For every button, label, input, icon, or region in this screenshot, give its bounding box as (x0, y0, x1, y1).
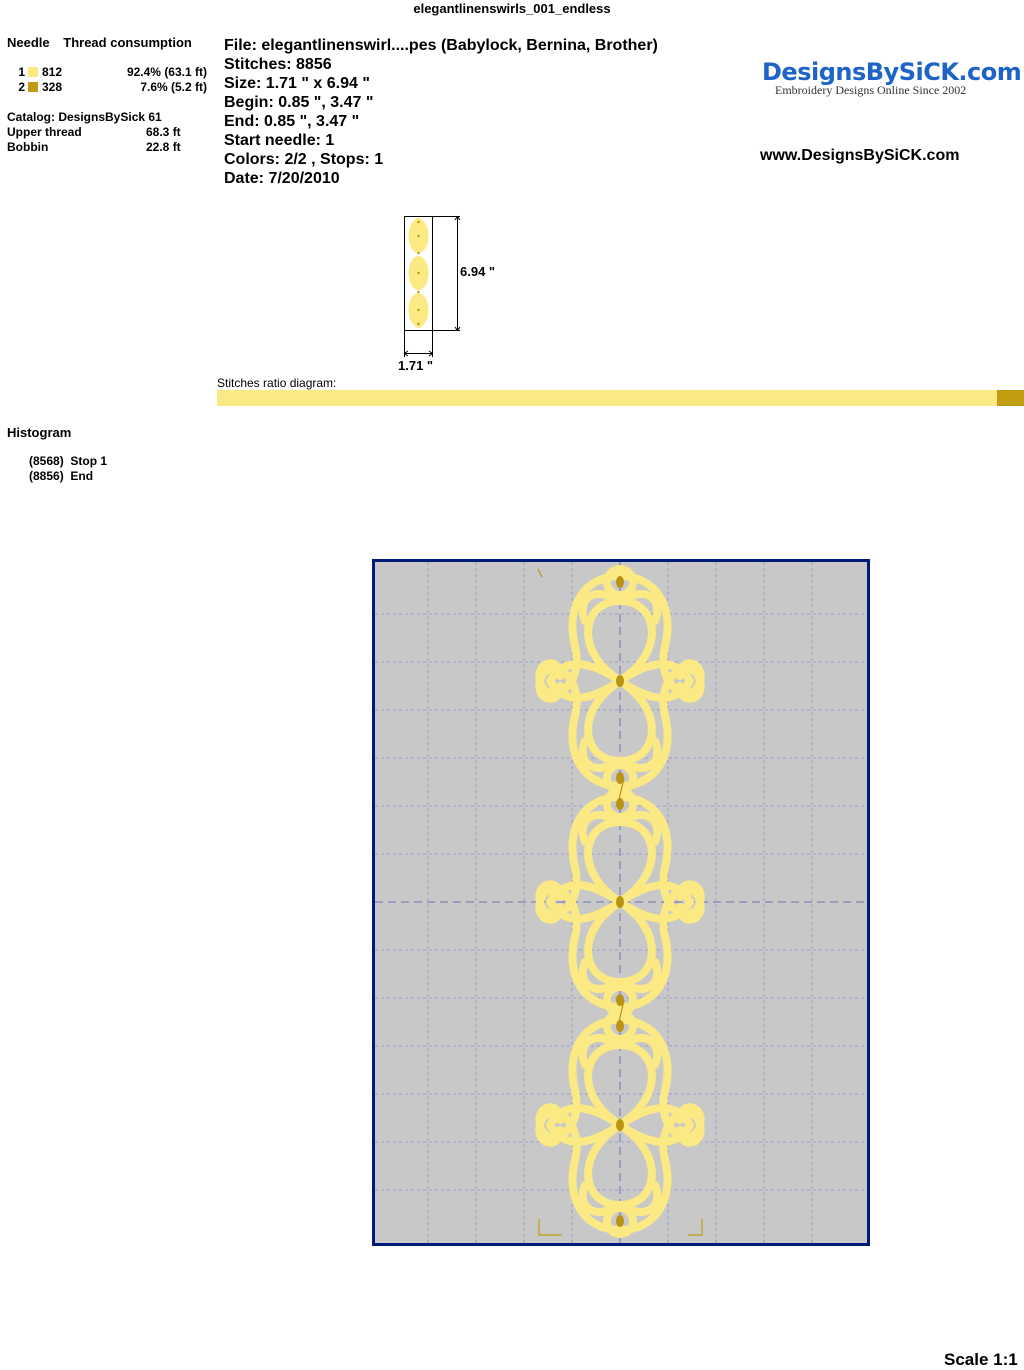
scale-label: Scale 1:1 (944, 1350, 1018, 1369)
design-thumbnail (398, 212, 508, 377)
thread-consumption: 92.4% (63.1 ft) (126, 65, 207, 79)
histogram-count: (8568) (29, 454, 64, 468)
thread-code: 328 (42, 80, 63, 94)
bobbin-label: Bobbin (7, 140, 49, 154)
catalog-line (7, 110, 207, 125)
histogram-title: Histogram (7, 425, 72, 440)
document-title: elegantlinenswirls_001_endless (413, 1, 611, 16)
needle-number: 1 (18, 65, 25, 79)
design-size: Size: 1.71 " x 6.94 " (224, 75, 370, 92)
consumption-header: Thread consumption (63, 35, 192, 50)
upper-thread-value: 68.3 ft (146, 125, 181, 139)
histogram-count: (8856) (29, 469, 64, 483)
website-url: www.DesignsBySiCK.com (760, 147, 960, 164)
bobbin-value: 22.8 ft (146, 140, 181, 154)
ratio-label: Stitches ratio diagram: (217, 376, 337, 390)
end-point: End: 0.85 ", 3.47 " (224, 113, 360, 130)
embroidery-preview-canvas (372, 559, 870, 1246)
histogram-row (29, 469, 93, 483)
upper-thread-label: Upper thread (7, 125, 82, 139)
embroidery-preview (372, 559, 870, 1246)
ratio-segment-1 (217, 390, 997, 406)
ratio-segment-2 (997, 390, 1024, 406)
histogram-label: Stop 1 (70, 454, 108, 468)
height-dimension: 6.94 " (460, 264, 496, 279)
histogram-row (29, 454, 107, 468)
width-dimension: 1.71 " (398, 358, 434, 373)
stitch-count: Stitches: 8856 (224, 56, 332, 73)
file-name: File: elegantlinenswirl....pes (Babylock, Bernina, Brother) (224, 37, 658, 54)
bobbin-line (7, 140, 207, 155)
stitches-ratio-bar (217, 390, 1024, 406)
file-info-block (224, 36, 658, 188)
histogram-label: End (70, 469, 94, 483)
logo-tagline: Embroidery Designs Online Since 2002 (775, 83, 967, 97)
thread-table-header (7, 35, 202, 50)
design-date: Date: 7/20/2010 (224, 170, 340, 187)
thread-color-swatch (28, 67, 38, 77)
colors-stops: Colors: 2/2 , Stops: 1 (224, 151, 384, 168)
thread-color-swatch (28, 82, 38, 92)
thumbnail-drawing (398, 212, 508, 377)
begin-point: Begin: 0.85 ", 3.47 " (224, 94, 374, 111)
brand-logo (762, 58, 1022, 98)
catalog-label: Catalog: DesignsBySick 61 (7, 110, 162, 124)
needle-number: 2 (18, 80, 25, 94)
thread-code: 812 (42, 65, 63, 79)
needle-header: Needle (7, 35, 50, 50)
start-needle: Start needle: 1 (224, 132, 335, 149)
thread-consumption: 7.6% (5.2 ft) (140, 80, 207, 94)
logo-text: DesignsBySiCK.com (762, 58, 1022, 86)
upper-thread-line (7, 125, 207, 140)
